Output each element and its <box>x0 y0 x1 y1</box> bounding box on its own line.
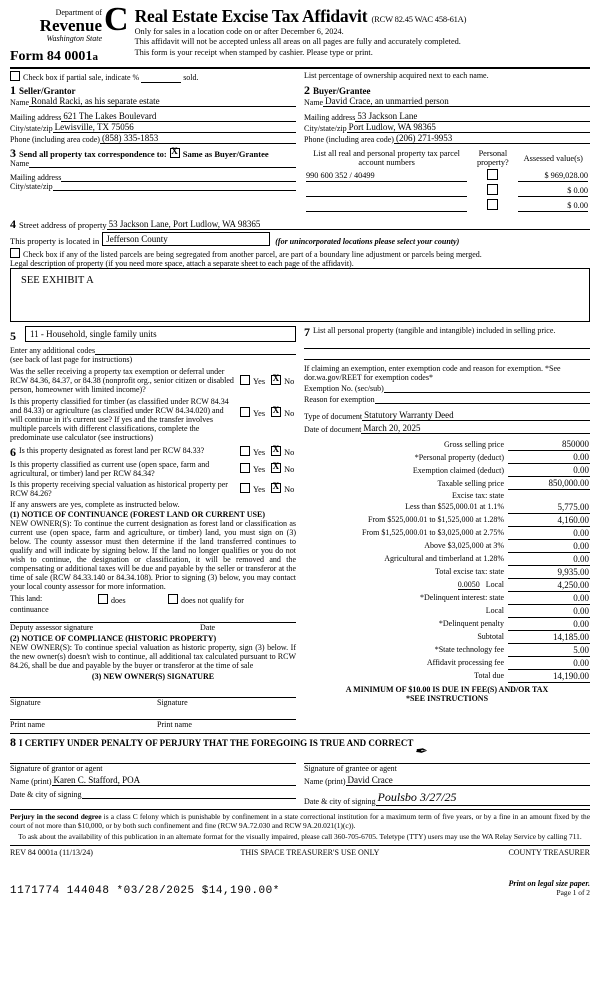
buyer-section <box>304 84 590 144</box>
document-footer <box>10 845 590 897</box>
exemption-instructions: If claiming an exemption, enter exemption code and reason for exemption. *See dor.wa.gov/REET for exemption codes* <box>304 364 561 382</box>
grantee-signature-label[interactable]: Signature of grantee or agent <box>304 764 397 773</box>
segregated-label: Check box if any of the listed parcels are being segregated from another parcel, are part of a boundary line adjustment or parcels being merged. <box>23 250 482 259</box>
same-as-buyer-label: Same as Buyer/Grantee <box>182 149 269 159</box>
parcel-section <box>304 147 590 214</box>
table-row <box>304 643 590 656</box>
corr-mailing-value[interactable] <box>61 181 296 182</box>
tax-line-label-0: Gross selling price <box>444 439 504 449</box>
see-instructions-note: *SEE INSTRUCTIONS <box>405 693 489 703</box>
seller-citystate-label: City/state/zip <box>10 124 53 133</box>
county-select[interactable]: Jefferson County <box>102 232 270 246</box>
document-date-label: Date of document <box>304 425 362 434</box>
notice-compliance-title: (2) NOTICE OF COMPLIANCE (HISTORIC PROPERTY) <box>10 634 217 643</box>
tax-line-label-10: Total excise tax: state <box>435 567 504 576</box>
header-sub1: Only for sales in a location code on or after December 6, 2024. <box>134 27 344 36</box>
use-code-select[interactable]: 11 - Household, single family units <box>25 326 296 342</box>
corr-citystate-label: City/state/zip <box>10 182 53 191</box>
buyer-name-value[interactable]: David Crace, an unmarried person <box>323 96 590 107</box>
qhistoric-no-label: No <box>284 485 295 494</box>
question-timber-text: Is this property classified for timber (as classified under RCW 84.34 and 84.33) or agriculture (as classified under RCW 84.34.020) and will continue in it's current use? If yes and the transfer involves multiple parcels with different classifications, complete the predominate use calculator (see instructions) <box>10 397 229 442</box>
tax-line-label-8: Above $3,025,000 at 3% <box>424 541 504 550</box>
tax-line-label-6: From $525,000.01 to $1,525,000 at 1.28% <box>368 515 504 524</box>
grantee-name-value[interactable]: David Crace <box>346 775 590 786</box>
table-row <box>304 617 590 630</box>
county-note: (for unincorporated locations please select your county) <box>275 237 460 246</box>
qtimber-no-checkbox[interactable] <box>271 407 281 417</box>
tax-line-value-8[interactable]: 0.00 <box>508 539 590 552</box>
qcurrentuse-no-label: No <box>284 465 295 474</box>
perjury-bold: Perjury in the second degree <box>10 812 102 821</box>
qhistoric-yes-checkbox[interactable] <box>240 483 250 493</box>
certification-heading: I CERTIFY UNDER PENALTY OF PERJURY THAT THE FOREGOING IS TRUE AND CORRECT <box>19 738 414 748</box>
buyer-name-label: Name <box>304 98 324 107</box>
buyer-mailing-value[interactable]: 53 Jackson Lane <box>355 111 590 122</box>
header-sub3: This form is your receipt when stamped by cashier. Please type or print. <box>134 47 373 57</box>
property-section-number: 4 <box>10 217 16 231</box>
seller-mailing-value[interactable]: 621 The Lakes Boulevard <box>61 111 296 122</box>
grantee-name-label: Name (print) <box>304 777 346 786</box>
seller-section <box>10 84 296 144</box>
rcw-reference: (RCW 82.45 WAC 458-61A) <box>371 14 467 24</box>
department-block <box>10 6 102 65</box>
same-as-buyer-checkbox[interactable] <box>170 148 180 158</box>
partial-sale-label: Check box if partial sale, indicate % <box>23 73 140 82</box>
county-treasurer-label: COUNTY TREASURER <box>508 848 590 857</box>
street-address-label: Street address of property <box>19 220 107 230</box>
exemption-no-label: Exemption No. (sec/sub) <box>304 384 384 393</box>
tax-line-value-12[interactable]: 0.00 <box>508 591 590 604</box>
buyer-citystate-label: City/state/zip <box>304 124 347 133</box>
qforest-yes-label: Yes <box>253 448 266 457</box>
qtimber-no-label: No <box>284 409 295 418</box>
q1-yes-label: Yes <box>253 377 266 386</box>
tax-line-value-15[interactable]: 14,185.00 <box>508 630 590 643</box>
continuance-label: continuance <box>10 605 49 614</box>
perjury-section <box>10 809 590 841</box>
qforest-no-label: No <box>284 448 295 457</box>
table-row <box>304 591 590 604</box>
this-land-label: This land: <box>10 594 43 603</box>
qforest-no-checkbox[interactable] <box>271 446 281 456</box>
located-in-label: This property is located in <box>10 236 100 246</box>
seller-name-value[interactable]: Ronald Racki, as his separate estate <box>29 96 296 107</box>
correspondence-label: Send all property tax correspondence to: <box>19 149 167 159</box>
perjury-text: is a class C felony which is punishable by confinement in a state correctional institution for a maximum term of five years, or by a fine in an amount fixed by the court of not more than $10,000, or by both such confinement and fine (RCW 9A.72.030 and RCW 9A.20.021(1)(c)). <box>10 812 590 830</box>
use-code-section-number: 5 <box>10 329 16 343</box>
table-row <box>304 526 590 539</box>
additional-codes-label: Enter any additional codes <box>10 346 96 355</box>
question-currentuse-text: Is this property classified as current use (open space, farm and agricultural, or timber) land per RCW 84.34? <box>10 460 210 478</box>
qcurrentuse-yes-checkbox[interactable] <box>240 463 250 473</box>
table-row <box>304 604 590 617</box>
tax-line-label-17: Affidavit processing fee <box>426 658 504 667</box>
ownership-pct-note: List percentage of ownership acquired next to each name. <box>304 71 489 80</box>
grantor-signature-label[interactable]: Signature of grantor or agent <box>10 764 103 773</box>
personal-property-line-1[interactable] <box>304 338 590 349</box>
table-row <box>304 464 590 477</box>
new-owner-signature-2[interactable]: Signature <box>157 697 296 707</box>
document-type-label: Type of document <box>304 412 363 421</box>
assessed-value-2[interactable]: $ 0.00 <box>518 199 588 212</box>
correspondence-section <box>10 147 296 214</box>
table-row <box>304 630 590 643</box>
seller-mailing-label: Mailing address <box>10 113 62 122</box>
q1-yes-checkbox[interactable] <box>240 375 250 385</box>
correspondence-section-number: 3 <box>10 146 16 160</box>
grantee-date-label: Date & city of signing <box>304 797 376 806</box>
document-type-value[interactable]: Statutory Warranty Deed <box>362 410 590 421</box>
notice-continuance-title: (1) NOTICE OF CONTINUANCE (FOREST LAND OR CURRENT USE) <box>10 510 265 519</box>
street-address-value[interactable]: 53 Jackson Lane, Port Ludlow, WA 98365 <box>107 219 590 230</box>
table-row <box>304 669 590 682</box>
seller-phone-value[interactable]: (858) 335-1853 <box>100 133 296 144</box>
new-owner-printname-1[interactable]: Print name <box>10 719 157 729</box>
page-number: Page 1 of 2 <box>556 888 590 897</box>
title-block <box>135 6 590 58</box>
qforest-yes-checkbox[interactable] <box>240 446 250 456</box>
tax-line-value-11[interactable]: 4,250.00 <box>508 578 590 591</box>
parcel-number-1[interactable] <box>306 184 467 197</box>
document-header <box>10 1 590 69</box>
legal-description-box[interactable] <box>10 268 590 322</box>
seller-citystate-value[interactable]: Lewisville, TX 75056 <box>53 122 296 133</box>
treasurer-stamp: 1171774 144048 *03/28/2025 $14,190.00* <box>10 885 280 897</box>
grantee-signature-mark: ✒ <box>414 744 427 760</box>
land-does-not-label: does not qualify for <box>181 596 244 605</box>
tax-line-value-2[interactable]: 0.00 <box>508 464 590 477</box>
tax-line-value-6[interactable]: 4,160.00 <box>508 513 590 526</box>
tax-line-label-3: Taxable selling price <box>437 478 504 488</box>
grantor-date-value[interactable] <box>82 798 296 799</box>
tax-line-value-16[interactable]: 5.00 <box>508 643 590 656</box>
department-line3: Washington State <box>46 34 102 43</box>
new-owner-signature-title: (3) NEW OWNER(S) SIGNATURE <box>91 672 215 681</box>
partial-sale-row <box>10 71 296 83</box>
new-owner-signature-1[interactable]: Signature <box>10 697 157 707</box>
table-row <box>304 565 590 578</box>
legal-description-value: SEE EXHIBIT A <box>21 275 94 286</box>
tax-line-label-4: Excise tax: state <box>452 490 504 500</box>
tax-line-value-1[interactable]: 0.00 <box>508 451 590 464</box>
tax-line-value-7[interactable]: 0.00 <box>508 526 590 539</box>
grantor-name-value[interactable]: Karen C. Stafford, POA <box>52 775 296 786</box>
tax-line-label-13: Local <box>485 606 504 615</box>
tax-line-value-13[interactable]: 0.00 <box>508 604 590 617</box>
exemption-reason-label: Reason for exemption <box>304 395 375 404</box>
buyer-mailing-label: Mailing address <box>304 113 356 122</box>
parcel-table <box>304 147 590 214</box>
buyer-section-number: 2 <box>304 83 310 97</box>
exemption-reason-value[interactable] <box>375 403 590 404</box>
tax-line-label-14: *Delinquent penalty <box>438 619 504 628</box>
certification-section <box>10 733 590 806</box>
tax-line-label-2: Exemption claimed (deduct) <box>412 465 504 475</box>
table-row <box>306 199 588 212</box>
personal-property-checkbox-2[interactable] <box>487 199 498 210</box>
assessed-value-1[interactable]: $ 0.00 <box>518 184 588 197</box>
tax-calculation-section <box>304 326 590 729</box>
document-date-value[interactable]: March 20, 2025 <box>361 423 590 434</box>
land-does-checkbox[interactable] <box>98 594 108 604</box>
tax-line-value-14[interactable]: 0.00 <box>508 617 590 630</box>
tax-lines-table <box>304 438 590 683</box>
parcel-number-0[interactable]: 990 600 352 / 40499 <box>306 169 467 182</box>
tax-line-label-12: *Delinquent interest: state <box>420 593 504 602</box>
table-row <box>304 552 590 565</box>
buyer-heading: Buyer/Grantee <box>313 86 371 96</box>
dor-logo-icon: C <box>104 1 129 38</box>
assessed-value-header: Assessed value(s) <box>523 153 583 163</box>
land-does-label: does <box>111 596 126 605</box>
tax-line-label-15: Subtotal <box>477 632 504 641</box>
tax-line-label-5: Less than $525,000.01 at 1.1% <box>405 502 504 512</box>
corr-name-label: Name <box>10 159 30 168</box>
table-row <box>304 490 590 501</box>
question-forest-text: Is this property designated as forest land per RCW 84.33? <box>19 446 205 455</box>
tax-line-value-18[interactable]: 14,190.00 <box>508 669 590 682</box>
personal-property-line-2[interactable] <box>304 349 590 360</box>
seller-phone-label: Phone (including area code) <box>10 135 100 144</box>
treasurer-use-label: THIS SPACE TREASURER'S USE ONLY <box>240 848 380 857</box>
corr-name-value[interactable] <box>29 167 296 168</box>
tax-line-value-17[interactable]: 0.00 <box>508 656 590 669</box>
table-row <box>304 438 590 451</box>
table-row <box>304 539 590 552</box>
page-title: Real Estate Excise Tax Affidavit (RCW 82.45 WAC 458-61A) <box>134 6 467 26</box>
table-row <box>304 513 590 526</box>
personal-property-heading: List all personal property (tangible and intangible) included in selling price. <box>313 326 556 335</box>
q1-no-label: No <box>284 377 295 386</box>
corr-citystate-value[interactable] <box>53 190 296 191</box>
segregated-checkbox[interactable] <box>10 248 20 258</box>
tax-line-label-16: *State technology fee <box>434 645 504 654</box>
ada-note: To ask about the availability of this publication in an alternate format for the visually impaired, please call 360-705-6705. Teletype (TTY) users may use the WA Relay Service by calling 711. <box>18 832 582 841</box>
grantee-date-value[interactable]: Poulsbo 3/27/25 <box>376 790 590 806</box>
use-code-section <box>10 326 296 729</box>
table-row <box>304 501 590 514</box>
tax-line-label-7: From $1,525,000.01 to $3,025,000 at 2.75% <box>362 528 504 537</box>
new-owner-printname-2[interactable]: Print name <box>157 719 296 729</box>
property-section <box>10 218 590 322</box>
qtimber-yes-label: Yes <box>253 409 266 418</box>
additional-codes-note: (see back of last page for instructions) <box>10 355 133 364</box>
question-1-text: Was the seller receiving a property tax exemption or deferral under RCW 84.36, 84.37, or 84.38 (nonprofit org., senior citizen or disabled person, homeowner with limited income)? <box>10 367 234 394</box>
tax-line-value-4 <box>508 490 590 501</box>
deputy-assessor-date-label[interactable]: Date <box>200 622 296 632</box>
question-historic-text: Is this property receiving special valuation as historical property per RCW 84.26? <box>10 480 228 498</box>
tax-line-value-3[interactable]: 850,000.00 <box>508 477 590 490</box>
if-any-yes-note: If any answers are yes, complete as instructed below. <box>10 500 180 509</box>
table-row <box>304 578 590 591</box>
tax-line-label-18: Total due <box>474 671 504 680</box>
exemption-no-value[interactable] <box>384 392 590 393</box>
personal-property-section-number: 7 <box>304 325 310 339</box>
legal-size-note: Print on legal size paper. <box>508 879 590 888</box>
partial-sale-checkbox[interactable] <box>10 71 20 81</box>
minimum-due-note: A MINIMUM OF $10.00 IS DUE IN FEE(S) AND/OR TAX <box>345 684 549 694</box>
qtimber-yes-checkbox[interactable] <box>240 407 250 417</box>
seller-name-label: Name <box>10 98 30 107</box>
personal-property-header: Personal property? <box>476 149 509 167</box>
buyer-citystate-value[interactable]: Port Ludlow, WA 98365 <box>347 122 590 133</box>
land-does-not-checkbox[interactable] <box>168 594 178 604</box>
qcurrentuse-no-checkbox[interactable] <box>271 463 281 473</box>
personal-property-checkbox-0[interactable] <box>487 169 498 180</box>
table-row <box>306 169 588 182</box>
certification-section-number: 8 <box>10 735 16 749</box>
department-line1: Department of <box>55 8 102 17</box>
tax-line-value-0[interactable]: 850000 <box>508 438 590 451</box>
qhistoric-yes-label: Yes <box>253 485 266 494</box>
legal-description-label: Legal description of property (if you need more space, attach a separate sheet to each page of the affidavit). <box>10 259 354 268</box>
form-number: Form 84 0001a <box>10 49 98 64</box>
local-rate-value[interactable]: 0.0050 <box>457 579 480 589</box>
tax-line-value-10[interactable]: 9,935.00 <box>508 565 590 578</box>
tax-line-label-9: Agricultural and timberland at 1.28% <box>384 554 504 563</box>
seller-heading: Seller/Grantor <box>19 86 76 96</box>
table-row <box>304 656 590 669</box>
grantor-name-label: Name (print) <box>10 777 52 786</box>
tax-line-label-1: *Personal property (deduct) <box>414 452 504 462</box>
personal-property-checkbox-1[interactable] <box>487 184 498 195</box>
qhistoric-no-checkbox[interactable] <box>271 483 281 493</box>
tax-line-value-9[interactable]: 0.00 <box>508 552 590 565</box>
tax-line-label-11: 0.0050 Local <box>457 579 504 589</box>
assessed-value-0[interactable]: $ 969,028.00 <box>518 169 588 182</box>
deputy-assessor-signature-label[interactable]: Deputy assessor signature <box>10 622 200 632</box>
qcurrentuse-yes-label: Yes <box>253 465 266 474</box>
header-sub2: This affidavit will not be accepted unless all areas on all pages are fully and accurately completed. <box>134 37 461 47</box>
sold-label: sold. <box>183 73 199 82</box>
table-row <box>304 477 590 490</box>
parcel-number-2[interactable] <box>306 199 467 212</box>
grantor-date-label: Date & city of signing <box>10 790 82 799</box>
q1-no-checkbox[interactable] <box>271 375 281 385</box>
table-row <box>304 451 590 464</box>
parcel-header: List all real and personal property tax parcel account numbers <box>313 149 460 167</box>
notice-compliance-body: NEW OWNER(S): To continue special valuation as historic property, sign (3) below. If the new owner(s) doesn't wish to continue, all additional tax calculated pursuant to RCW 84.26, shall be due and payable by the buyer or transferor at the time of sale <box>10 643 296 670</box>
revision-number: REV 84 0001a (11/13/24) <box>10 848 93 857</box>
tax-line-value-5[interactable]: 5,775.00 <box>508 501 590 514</box>
notice-continuance-body: NEW OWNER(S): To continue the current designation as forest land or classification as current use (open space, farm and agriculture, or timber) land, you must sign on (3) below. The county assessor must then determine if the land transferred continues to qualify and will indicate by signing below. If the land no longer qualifies or you do not wish to continue, the designation or classification, it will be removed and the compensating or additional taxes will be due and payable by the seller or transferor at the time of sale (RCW 84.33.140 or 84.34.108). Prior to signing (3) below, you may contact your local county assessor for more information. <box>10 519 296 591</box>
segregated-row <box>10 248 590 259</box>
corr-mailing-label: Mailing address <box>10 173 62 182</box>
table-row <box>306 184 588 197</box>
buyer-phone-value[interactable]: (206) 271-9953 <box>394 133 590 144</box>
buyer-phone-label: Phone (including area code) <box>304 135 394 144</box>
seller-section-number: 1 <box>10 83 16 97</box>
department-line2: Revenue <box>39 16 102 35</box>
forest-section-number: 6 <box>10 445 16 459</box>
